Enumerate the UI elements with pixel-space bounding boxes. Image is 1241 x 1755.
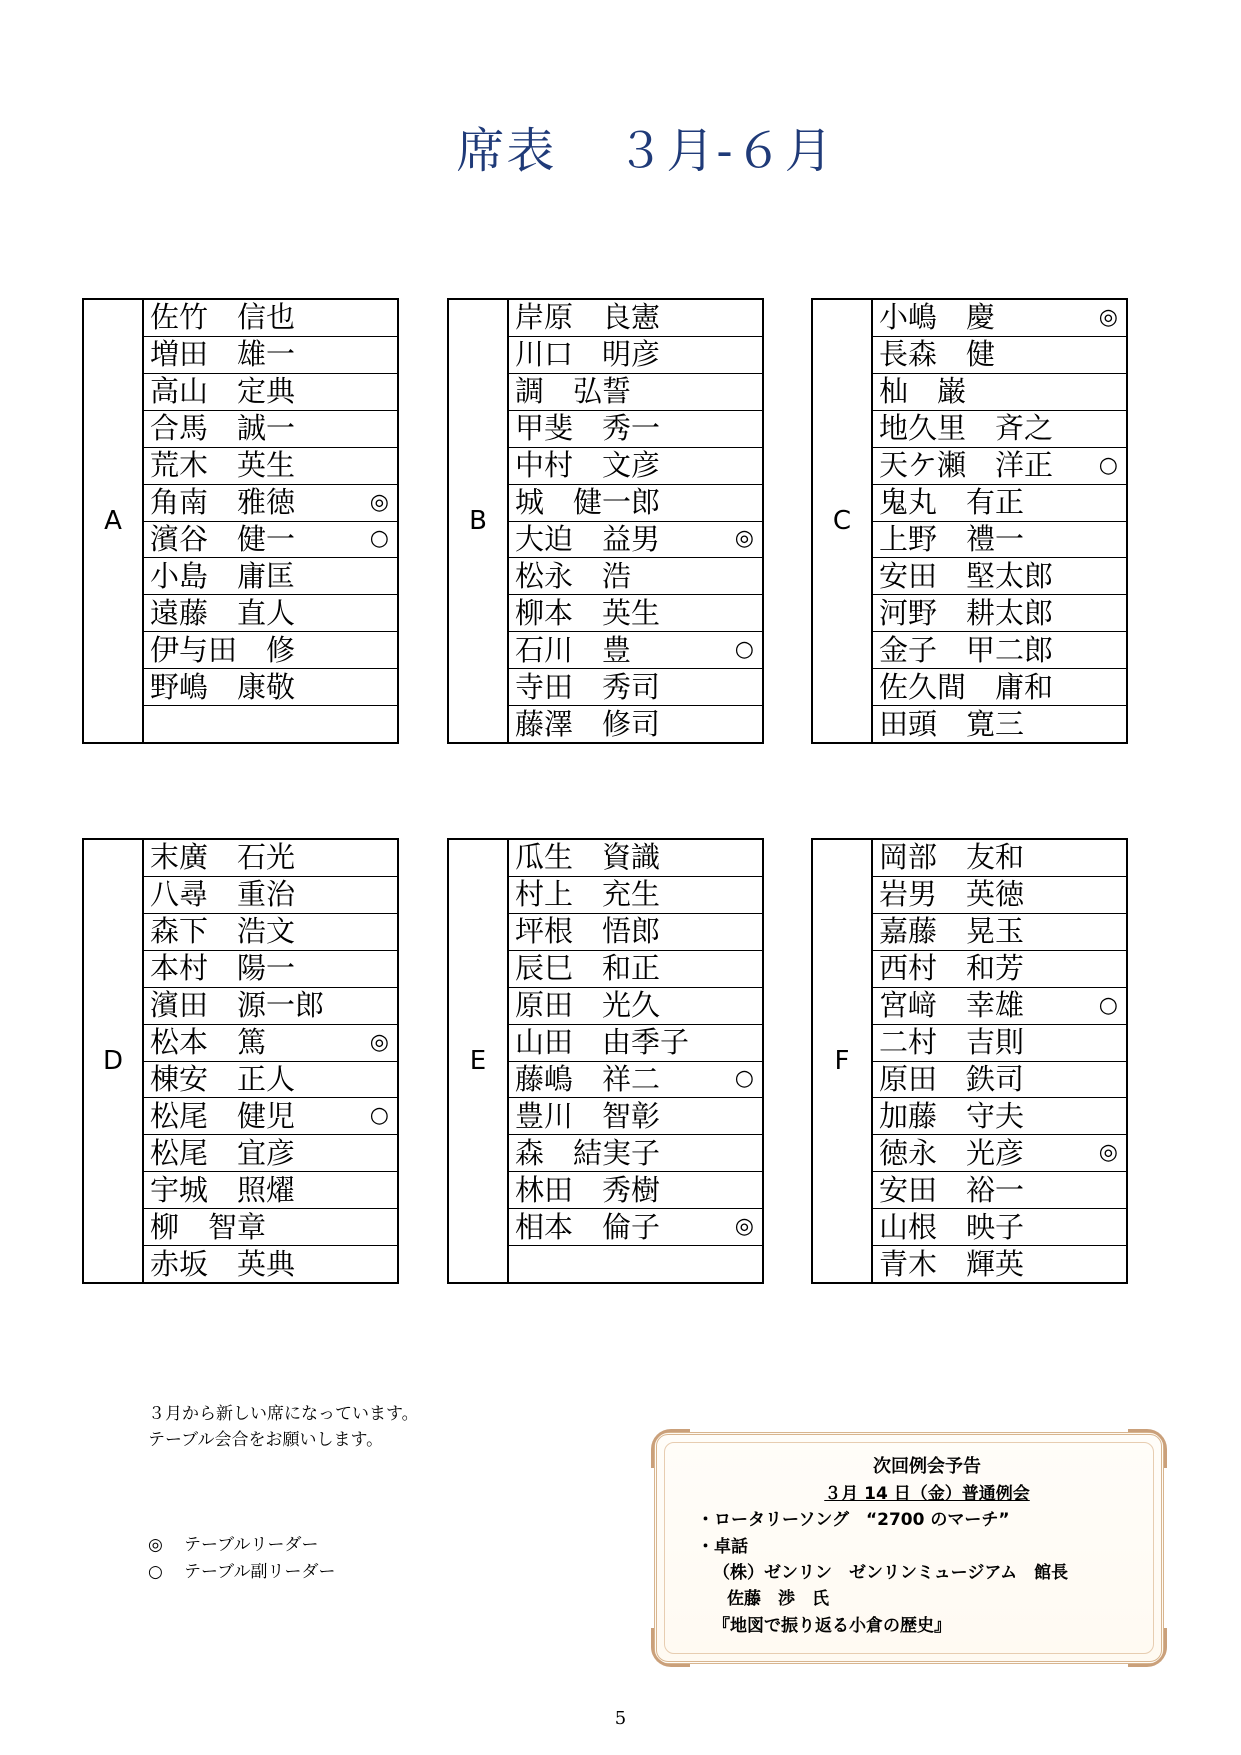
member-row [873, 951, 1126, 988]
table-group-f [811, 838, 1128, 1284]
double-circle-icon: ◎ [1098, 304, 1118, 330]
member-row [509, 558, 762, 595]
table-group-b [447, 298, 764, 744]
member-name: 佐竹 信也 [150, 300, 296, 335]
member-row [509, 1209, 762, 1246]
member-name: 安田 堅太郎 [879, 558, 1054, 593]
member-list [144, 840, 397, 1282]
member-row [873, 706, 1126, 742]
member-row [509, 914, 762, 951]
member-name: 瓜生 資識 [515, 840, 661, 875]
page-title [0, 112, 1241, 181]
member-row [509, 374, 762, 411]
member-name: 本村 陽一 [150, 951, 296, 986]
member-row [873, 1025, 1126, 1062]
member-row [144, 706, 397, 742]
member-row [873, 988, 1126, 1025]
next-meeting-notice [654, 1432, 1164, 1664]
member-row [144, 988, 397, 1025]
legend-sub-leader [148, 1559, 335, 1586]
note-line: テーブル会合をお願いします。 [148, 1429, 384, 1450]
table-letter: F [813, 840, 873, 1282]
member-name: 岩男 英徳 [879, 877, 1025, 912]
notice-org: （株）ゼンリン ゼンリンミュージアム 館長 [713, 1562, 1069, 1583]
member-row [144, 1062, 397, 1099]
member-name: 原田 鉄司 [879, 1061, 1025, 1096]
member-name: 松本 篤 [150, 1025, 267, 1060]
member-name: 小島 庸匡 [150, 558, 296, 593]
member-list [873, 300, 1126, 742]
table-group-d [82, 838, 399, 1284]
member-name: 安田 裕一 [879, 1172, 1025, 1207]
member-row [144, 411, 397, 448]
legend-sub-label: テーブル副リーダー [184, 1562, 336, 1583]
member-row [509, 1025, 762, 1062]
member-name: 佐久間 庸和 [879, 669, 1054, 704]
member-name: 山田 由季子 [515, 1025, 690, 1060]
member-name: 松尾 健児 [150, 1098, 296, 1133]
legend-leader-label: テーブルリーダー [184, 1535, 319, 1555]
member-name: 城 健一郎 [515, 485, 661, 520]
member-name: 二村 吉則 [879, 1025, 1025, 1060]
member-row [144, 877, 397, 914]
notice-date: ３月 14 日（金）普通例会 [824, 1483, 1030, 1504]
member-row [144, 374, 397, 411]
member-name: 宮﨑 幸雄 [879, 988, 1025, 1023]
member-row [509, 669, 762, 706]
member-name: 松永 浩 [515, 558, 632, 593]
notice-song: ・ロータリーソング “2700 のマーチ” [697, 1510, 1010, 1531]
table-group-a [82, 298, 399, 744]
table-letter: D [84, 840, 144, 1282]
notice-talk: ・卓話 [697, 1536, 748, 1557]
member-name: 濱谷 健一 [150, 521, 296, 556]
member-name: 藤嶋 祥二 [515, 1061, 661, 1096]
double-circle-icon: ◎ [734, 526, 754, 552]
member-name: 天ケ瀬 洋正 [879, 448, 1054, 483]
member-row [873, 840, 1126, 877]
member-list [509, 840, 762, 1282]
member-list [509, 300, 762, 742]
member-row [509, 1246, 762, 1282]
member-row [509, 337, 762, 374]
member-name: 嘉藤 晃玉 [879, 914, 1025, 949]
member-row [873, 595, 1126, 632]
member-row [509, 1098, 762, 1135]
double-circle-icon: ◎ [369, 489, 389, 515]
circle-icon: ○ [1098, 452, 1118, 478]
notice-topic: 『地図で振り返る小倉の歴史』 [713, 1615, 951, 1636]
member-name: 岡部 友和 [879, 840, 1025, 875]
member-name: 荒木 英生 [150, 448, 296, 483]
member-name: 長森 健 [879, 337, 996, 372]
member-name: 柳本 英生 [515, 595, 661, 630]
member-name: 寺田 秀司 [515, 669, 661, 704]
member-name: 岸原 良憲 [515, 300, 661, 335]
circle-icon: ○ [369, 1103, 389, 1129]
double-circle-icon: ◎ [148, 1535, 163, 1555]
member-row [144, 595, 397, 632]
member-name: 地久里 斉之 [879, 411, 1054, 446]
member-row [873, 374, 1126, 411]
member-row [509, 1135, 762, 1172]
member-row [509, 877, 762, 914]
circle-icon: ○ [148, 1562, 163, 1583]
member-row [509, 522, 762, 559]
member-row [873, 877, 1126, 914]
member-row [144, 1025, 397, 1062]
member-row [509, 300, 762, 337]
member-row [873, 337, 1126, 374]
double-circle-icon: ◎ [369, 1029, 389, 1055]
member-row [873, 1135, 1126, 1172]
note-line: ３月から新しい席になっています。 [148, 1404, 419, 1424]
member-name: 八尋 重治 [150, 877, 296, 912]
member-row [509, 448, 762, 485]
member-row [144, 669, 397, 706]
member-row [509, 840, 762, 877]
member-name: 川口 明彦 [515, 337, 661, 372]
member-name: 森下 浩文 [150, 914, 296, 949]
member-list [144, 300, 397, 742]
member-row [144, 1098, 397, 1135]
member-row [144, 1135, 397, 1172]
member-row [144, 485, 397, 522]
title-range: ３月-６月 [616, 123, 835, 179]
member-name: 相本 倫子 [515, 1209, 661, 1244]
member-row [873, 411, 1126, 448]
table-letter: E [449, 840, 509, 1282]
member-row [509, 411, 762, 448]
member-row [144, 522, 397, 559]
member-row [873, 1098, 1126, 1135]
member-row [873, 448, 1126, 485]
member-name: 赤坂 英典 [150, 1246, 296, 1281]
member-name: 鬼丸 有正 [879, 485, 1025, 520]
member-list [873, 840, 1126, 1282]
member-row [144, 1172, 397, 1209]
member-name: 野嶋 康敬 [150, 669, 296, 704]
member-row [509, 951, 762, 988]
member-name: 徳永 光彦 [879, 1135, 1025, 1170]
member-name: 合馬 誠一 [150, 411, 296, 446]
member-row [873, 522, 1126, 559]
member-row [873, 1209, 1126, 1246]
member-row [144, 558, 397, 595]
member-row [873, 485, 1126, 522]
member-name: 伊与田 修 [150, 632, 296, 667]
member-name: 棟安 正人 [150, 1061, 296, 1096]
member-row [509, 1062, 762, 1099]
member-name: 辰巳 和正 [515, 951, 661, 986]
member-name: 石川 豊 [515, 632, 632, 667]
double-circle-icon: ◎ [734, 1214, 754, 1240]
note [148, 1402, 419, 1453]
member-name: 田頭 寛三 [879, 706, 1025, 741]
member-row [509, 706, 762, 742]
member-row [144, 632, 397, 669]
legend [148, 1532, 335, 1586]
circle-icon: ○ [369, 526, 389, 552]
member-row [873, 1172, 1126, 1209]
table-letter: A [84, 300, 144, 742]
title-text: 席表 [456, 123, 557, 179]
member-name: 増田 雄一 [150, 337, 296, 372]
member-row [509, 485, 762, 522]
member-row [509, 1172, 762, 1209]
table-letter: C [813, 300, 873, 742]
member-row [873, 1246, 1126, 1282]
member-name: 豊川 智彰 [515, 1098, 661, 1133]
notice-heading: 次回例会予告 [873, 1456, 981, 1477]
member-name: 小嶋 慶 [879, 300, 996, 335]
member-row [873, 669, 1126, 706]
member-name: 角南 雅徳 [150, 485, 296, 520]
member-row [144, 1209, 397, 1246]
double-circle-icon: ◎ [1098, 1140, 1118, 1166]
member-name: 松尾 宜彦 [150, 1135, 296, 1170]
circle-icon: ○ [734, 1066, 754, 1092]
member-name: 原田 光久 [515, 988, 661, 1023]
member-name: 上野 禮一 [879, 521, 1025, 556]
member-row [873, 632, 1126, 669]
table-group-c [811, 298, 1128, 744]
member-name: 青木 輝英 [879, 1246, 1025, 1281]
member-name: 遠藤 直人 [150, 595, 296, 630]
member-name: 山根 映子 [879, 1209, 1025, 1244]
legend-leader [148, 1532, 335, 1559]
member-name: 河野 耕太郎 [879, 595, 1054, 630]
member-name: 西村 和芳 [879, 951, 1025, 986]
member-row [873, 1062, 1126, 1099]
member-name: 高山 定典 [150, 374, 296, 409]
member-name: 坪根 悟郎 [515, 914, 661, 949]
member-name: 中村 文彦 [515, 448, 661, 483]
member-name: 林田 秀樹 [515, 1172, 661, 1207]
member-row [144, 337, 397, 374]
member-name: 加藤 守夫 [879, 1098, 1025, 1133]
member-name: 甲斐 秀一 [515, 411, 661, 446]
member-name: 濱田 源一郎 [150, 988, 325, 1023]
member-row [144, 951, 397, 988]
circle-icon: ○ [1098, 992, 1118, 1018]
member-name: 柳 智章 [150, 1209, 267, 1244]
member-row [144, 914, 397, 951]
member-row [509, 595, 762, 632]
table-letter: B [449, 300, 509, 742]
member-row [509, 632, 762, 669]
member-name: 宇城 照燿 [150, 1172, 296, 1207]
member-row [144, 300, 397, 337]
member-name: 杣 巌 [879, 374, 967, 409]
table-group-e [447, 838, 764, 1284]
member-row [509, 988, 762, 1025]
member-row [873, 558, 1126, 595]
member-name: 森 結実子 [515, 1135, 661, 1170]
member-name: 村上 充生 [515, 877, 661, 912]
member-name: 大迫 益男 [515, 521, 661, 556]
member-name: 末廣 石光 [150, 840, 296, 875]
member-name: 藤澤 修司 [515, 706, 661, 741]
page-number: 5 [614, 1708, 627, 1729]
notice-speaker: 佐藤 渉 氏 [727, 1589, 829, 1610]
member-name: 金子 甲二郎 [879, 632, 1054, 667]
member-row [144, 840, 397, 877]
member-row [144, 1246, 397, 1282]
member-row [873, 300, 1126, 337]
member-row [873, 914, 1126, 951]
circle-icon: ○ [734, 637, 754, 663]
member-row [144, 448, 397, 485]
member-name: 調 弘誓 [515, 374, 632, 409]
